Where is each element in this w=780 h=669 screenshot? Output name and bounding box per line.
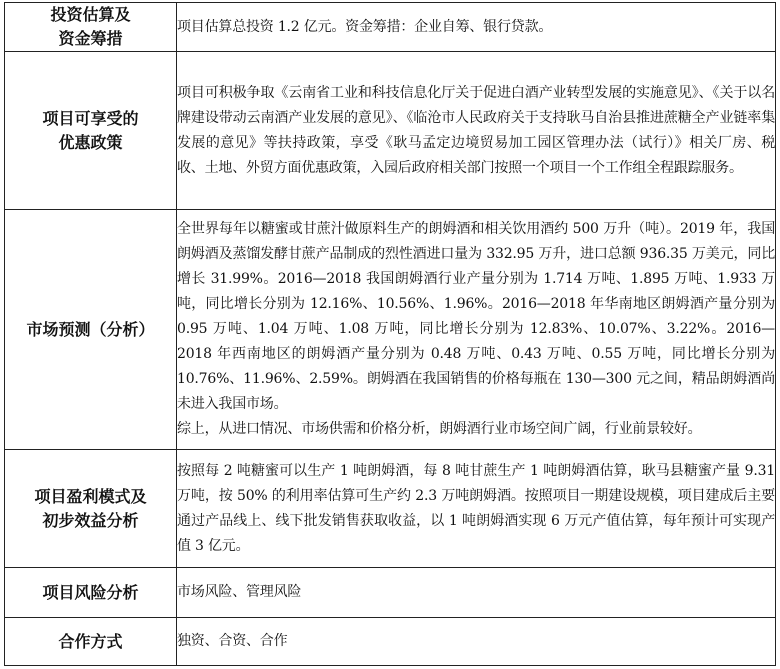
project-info-table [4,2,776,666]
row-content-paragraph: 市场风险、管理风险 [177,584,302,600]
row-content-paragraph: 综上，从进口情况、市场供需和价格分析，朗姆酒行业市场空间广阔，行业前景较好。 [177,421,702,437]
row-label-text: 合作方式 [58,631,123,651]
table-row [5,3,776,52]
row-label-cooperation [5,618,177,666]
row-content-cooperation [177,618,776,666]
row-label-text: 项目风险分析 [42,582,139,602]
table-row [5,568,776,618]
row-content-paragraph: 项目估算总投资 1.2 亿元。资金筹措：企业自筹、银行贷款。 [177,18,553,35]
row-content-investment [177,3,776,52]
table-row [5,52,776,210]
table-row [5,618,776,666]
row-label-market [5,210,177,450]
row-label-text: 投资估算及 资金筹措 [50,5,131,48]
row-label-text: 项目可享受的 优惠政策 [42,108,139,152]
row-label-risk [5,568,177,618]
row-content-risk [177,568,776,618]
table-row [5,450,776,568]
row-label-profit [5,450,177,568]
row-label-text: 市场预测（分析） [26,319,155,339]
row-content-paragraph: 按照每 2 吨糖蜜可以生产 1 吨朗姆酒，每 8 吨甘蔗生产 1 吨朗姆酒估算，耿马县糖蜜产量 9.31 万吨，按 50% 的利用率估算可生产约 2.3 万吨朗姆酒。按照项目一期建设规模，项目建成后主要通过产品线上、线下批发销售获取收益，以 1 吨朗姆酒实现 6 万元产值估算，每年预计可实现产值 3 亿元。 [177,462,775,554]
row-content-profit [177,450,776,568]
row-content-paragraph: 独资、合资、合作 [177,633,288,649]
row-content-market [177,210,776,450]
row-content-paragraph: 全世界每年以糖蜜或甘蔗汁做原料生产的朗姆酒和相关饮用酒约 500 万升（吨）。2019 年，我国朗姆酒及蒸馏发酵甘蔗产品制成的烈性酒进口量为 332.95 万升，进口总额 936.35 万美元，同比增长 31.99%。2016—2018 我国朗姆酒行业产量分别为 1.714 万吨、1.895 万吨、1.933 万吨，同比增长分别为 12.16%、10.56%、1.96%。2016—2018 年华南地区朗姆酒产量分别为 0.95 万吨、1.04 万吨、1.08 万吨，同比增长分别为 12.83%、10.07%、3.22%。2016—2018 年西南地区的朗姆酒产量分别为 0.48 万吨、0.43 万吨、0.55 万吨，同比增长分别为 10.76%、11.96%、2.59%。朗姆酒在我国销售的价格每瓶在 130—300 元之间，精品朗姆酒尚未进入我国市场。 [177,221,775,412]
table-row [5,210,776,450]
row-content-paragraph: 项目可积极争取《云南省工业和科技信息化厅关于促进白酒产业转型发展的实施意见》、《关于以名牌建设带动云南酒产业发展的意见》、《临沧市人民政府关于支持耿马自治县推进蔗糖全产业链率集发展的意见》等扶持政策，享受《耿马孟定边境贸易加工园区管理办法（试行）》相关厂房、税收、土地、外贸方面优惠政策，入园后政府相关部门按照一个项目一个工作组全程跟踪服务。 [177,84,775,176]
row-label-policy [5,52,177,210]
row-content-policy [177,52,776,210]
row-label-text: 项目盈利模式及 初步效益分析 [34,486,147,530]
row-label-investment [5,3,177,52]
